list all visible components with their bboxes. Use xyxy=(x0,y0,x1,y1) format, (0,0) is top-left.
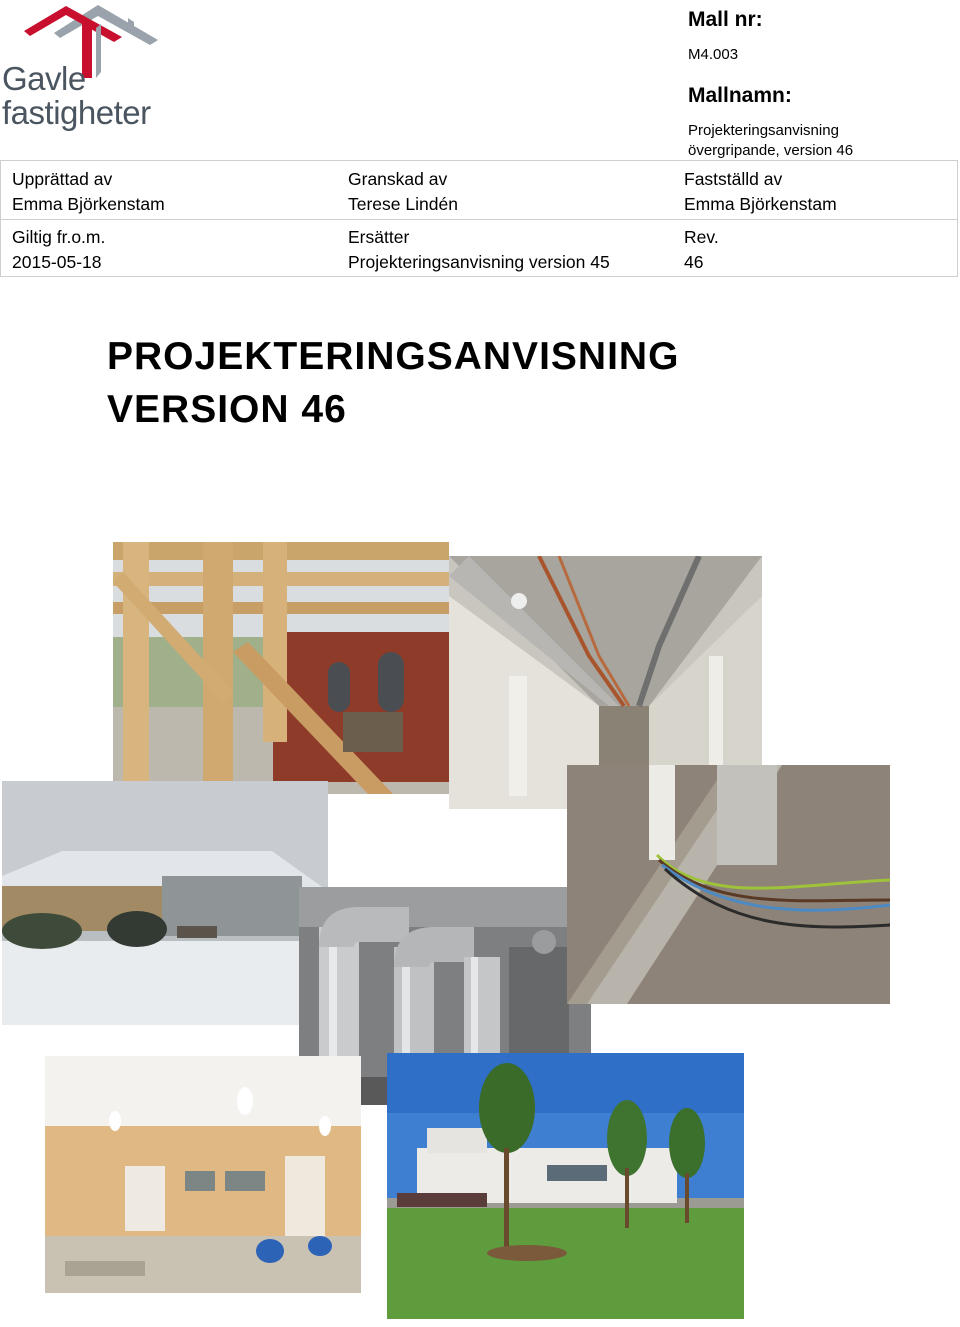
photo-interior-construction xyxy=(45,1056,361,1293)
ersatter-cell xyxy=(348,219,610,277)
upprattad-value: Emma Björkenstam xyxy=(12,194,165,214)
document-title xyxy=(107,330,679,436)
upprattad-label: Upprättad av xyxy=(12,169,113,189)
mall-nr-value: M4.003 xyxy=(688,46,739,63)
photo-timber-frame xyxy=(113,542,449,794)
info-row xyxy=(1,219,957,277)
logo-text-gavle: Gavle xyxy=(2,60,86,97)
giltig-value: 2015-05-18 xyxy=(12,252,102,272)
giltig-label: Giltig fr.o.m. xyxy=(12,227,106,247)
mallnamn-label: Mallnamn: xyxy=(688,84,792,107)
mallnamn-value-line2: övergripande, version 46 xyxy=(688,142,854,159)
upprattad-cell xyxy=(12,161,165,219)
rev-cell xyxy=(684,219,719,277)
info-row xyxy=(1,161,957,220)
photo-building-in-snow xyxy=(2,781,328,1025)
title-line1: PROJEKTERINGSANVISNING xyxy=(107,335,680,378)
mall-nr-label: Mall nr: xyxy=(688,8,763,31)
rev-label: Rev. xyxy=(684,227,719,247)
granskad-label: Granskad av xyxy=(348,169,448,189)
ersatter-value: Projekteringsanvisning version 45 xyxy=(348,252,610,272)
photo-electrical-cables xyxy=(567,765,890,1004)
faststalld-label: Fastställd av xyxy=(684,169,783,189)
ersatter-label: Ersätter xyxy=(348,227,410,247)
logo-text-fastigheter: fastigheter xyxy=(2,94,151,131)
granskad-cell xyxy=(348,161,458,219)
mallnamn-value-line1: Projekteringsanvisning xyxy=(688,122,839,139)
granskad-value: Terese Lindén xyxy=(348,194,458,214)
rev-value: 46 xyxy=(684,252,704,272)
company-logo xyxy=(0,0,175,140)
faststalld-cell xyxy=(684,161,837,219)
faststalld-value: Emma Björkenstam xyxy=(684,194,837,214)
document-info-table xyxy=(0,160,958,277)
photo-school-building xyxy=(387,1053,744,1319)
title-line2: VERSION 46 xyxy=(107,388,347,431)
giltig-cell xyxy=(12,219,105,277)
